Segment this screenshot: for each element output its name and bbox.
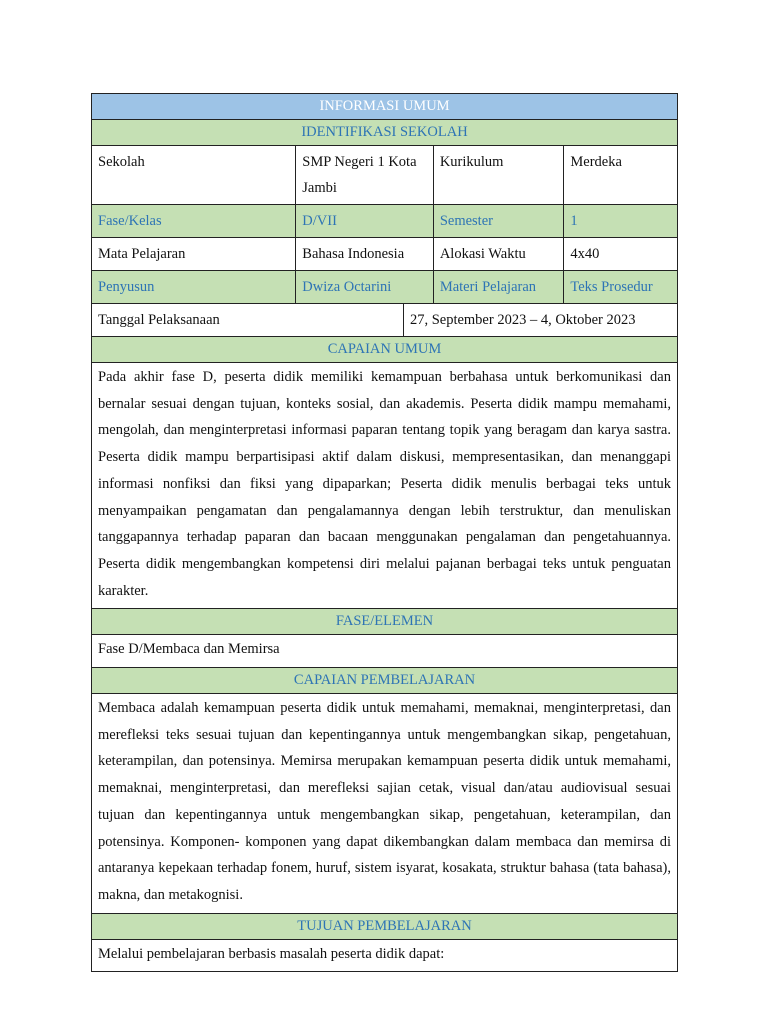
curriculum-value: Merdeka — [570, 154, 622, 170]
general-info-header — [91, 93, 678, 120]
phase-element-title: FASE/ELEMEN — [335, 613, 434, 630]
general-info-title: INFORMASI UMUM — [319, 98, 450, 114]
subject-value: Bahasa Indonesia — [296, 238, 434, 270]
school-label: Sekolah — [92, 146, 296, 204]
school-identification-title: IDENTIFIKASI SEKOLAH — [301, 124, 468, 140]
phase-element-header — [91, 609, 678, 635]
identity-row-author — [91, 271, 678, 304]
general-achievement-header — [91, 337, 678, 363]
general-achievement-text: Pada akhir fase D, peserta didik memiliki kemampuan berbahasa untuk berkomunikasi dan bernalar sesuai dengan tujuan, konteks sosial, dan akademis. Peserta didik mampu memahami, mengolah, dan menginterpretasi informasi paparan tentang topik yang beragam dan karya sastra. Peserta didik mampu berpartisipasi aktif dalam diskusi, mempresentasikan, dan menanggapi informasi nonfiksi dan fiksi yang dipaparkan; Peserta didik menulis berbagai teks untuk menyampaikan pengamatan dan pengalamannya dengan lebih terstruktur, dan menuliskan tanggapannya terhadap paparan dan bacaan menggunakan pengalaman dan pengetahuannya. Peserta didik mengembangkan kompetensi diri melalui pajanan berbagai teks untuk penguatan karakter. — [98, 369, 671, 599]
learning-objective-title: TUJUAN PEMBELAJARAN — [297, 917, 472, 934]
learning-objective-text: Melalui pembelajaran berbasis masalah peserta didik dapat: — [98, 945, 445, 962]
subject-label: Mata Pelajaran — [92, 238, 296, 270]
semester-value: 1 — [564, 205, 677, 237]
semester-label: Semester — [434, 205, 565, 237]
identity-row-school — [91, 146, 678, 205]
author-label: Penyusun — [92, 271, 296, 303]
learning-achievement-title: CAPAIAN PEMBELAJARAN — [293, 672, 476, 689]
general-achievement-title: CAPAIAN UMUM — [327, 341, 442, 357]
identity-row-subject — [91, 238, 678, 271]
implementation-date-label: Tanggal Pelaksanaan — [92, 304, 404, 336]
phase-class-value: D/VII — [296, 205, 434, 237]
school-value: SMP Negeri 1 Kota Jambi — [296, 146, 434, 204]
material-label: Materi Pelajaran — [434, 271, 565, 303]
phase-element-body — [91, 635, 678, 668]
material-value: Teks Prosedur — [564, 271, 677, 303]
general-achievement-body — [91, 363, 678, 609]
learning-achievement-body — [91, 694, 678, 914]
school-identification-header — [91, 120, 678, 146]
implementation-date-row — [91, 304, 678, 337]
phase-element-text: Fase D/Membaca dan Memirsa — [98, 641, 280, 658]
phase-class-label: Fase/Kelas — [92, 205, 296, 237]
learning-achievement-header — [91, 668, 678, 694]
time-allocation-label: Alokasi Waktu — [434, 238, 565, 270]
learning-objective-body — [91, 940, 678, 973]
curriculum-label: Kurikulum — [434, 146, 565, 204]
author-value: Dwiza Octarini — [296, 271, 434, 303]
implementation-date-value: 27, September 2023 – 4, Oktober 2023 — [409, 312, 636, 328]
learning-objective-header — [91, 914, 678, 940]
time-allocation-value: 4x40 — [570, 246, 600, 262]
identity-row-phase — [91, 205, 678, 238]
learning-achievement-text: Membaca adalah kemampuan peserta didik untuk memahami, memaknai, menginterpretasi, dan merefleksi teks sesuai tujuan dan kepentingannya untuk mengembangkan sikap, pengetahuan, keterampilan, dan potensinya. Memirsa merupakan kemampuan peserta didik untuk memahami, memaknai, menginterpretasi, dan merefleksi sajian cetak, visual dan/atau audiovisual sesuai tujuan dan kepentingannya untuk mengembangkan sikap, pengetahuan, keterampilan, dan potensinya. Komponen- komponen yang dapat dikembangkan dalam membaca dan memirsa di antaranya kepekaan terhadap fonem, huruf, sistem isyarat, kosakata, struktur bahasa (tata bahasa), makna, dan metakognisi. — [98, 700, 671, 903]
lesson-plan-table — [91, 93, 678, 972]
